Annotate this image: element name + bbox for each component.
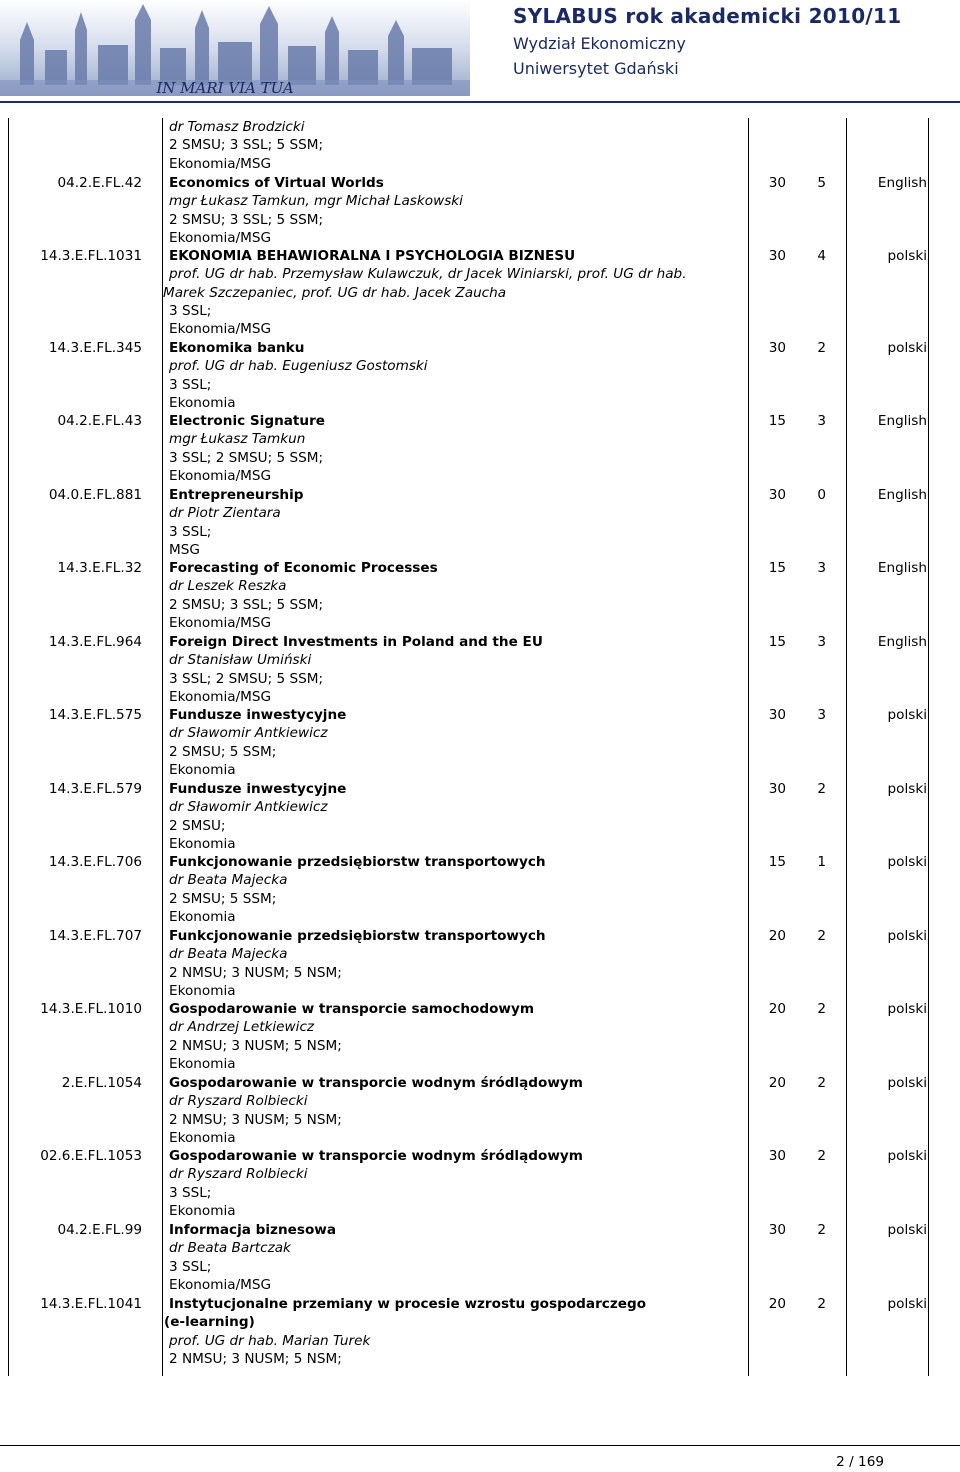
course-ects: 2 (817, 928, 826, 944)
course-language: polski (887, 1001, 927, 1017)
course-language: English (877, 487, 927, 503)
banner-motto: IN MARI VIA TUA (156, 79, 294, 96)
course-semesters: 2 NMSU; 3 NUSM; 5 NSM; (169, 1037, 342, 1054)
course-lecturer: dr Leszek Reszka (169, 578, 287, 595)
course-hours: 30 (768, 1222, 786, 1238)
course-ects: 2 (817, 340, 826, 356)
course-programme: Ekonomia/MSG (169, 1276, 272, 1293)
course-ects: 3 (817, 413, 826, 429)
page-header (0, 0, 960, 104)
course-ects: 2 (817, 1296, 826, 1312)
course-semesters: 3 SSL; 2 SMSU; 5 SSM; (169, 670, 324, 687)
course-semesters: 3 SSL; (169, 523, 212, 540)
course-lecturer-cont: Marek Szczepaniec, prof. UG dr hab. Jacek Zaucha (163, 284, 507, 301)
course-programme: Ekonomia (169, 761, 236, 778)
course-language: polski (887, 707, 927, 723)
course-hours: 15 (768, 854, 786, 870)
course-semesters: 2 SMSU; 3 SSL; 5 SSM; (169, 137, 324, 154)
course-lecturer: dr Andrzej Letkiewicz (169, 1019, 315, 1036)
course-code: 14.3.E.FL.964 (48, 634, 142, 650)
document-title: SYLABUS rok akademicki 2010/11 (513, 4, 902, 28)
course-semesters: 3 SSL; (169, 1184, 212, 1201)
course-lecturer: prof. UG dr hab. Przemysław Kulawczuk, dr Jacek Winiarski, prof. UG dr hab. (169, 266, 687, 283)
faculty-name: Wydział Ekonomiczny (513, 34, 686, 53)
course-hours: 30 (768, 340, 786, 356)
course-language: English (877, 560, 927, 576)
course-language: polski (887, 1148, 927, 1164)
course-ects: 4 (817, 248, 826, 264)
course-hours: 15 (768, 413, 786, 429)
course-title: Economics of Virtual Worlds (169, 175, 384, 191)
course-semesters: 2 NMSU; 3 NUSM; 5 NSM; (169, 1111, 342, 1128)
course-code: 2.E.FL.1054 (61, 1075, 142, 1091)
course-lecturer: prof. UG dr hab. Marian Turek (169, 1332, 371, 1349)
table-border-code (162, 118, 163, 1376)
course-ects: 2 (817, 1001, 826, 1017)
course-hours: 15 (768, 634, 786, 650)
course-code: 14.3.E.FL.579 (48, 781, 142, 797)
course-code: 04.0.E.FL.881 (48, 487, 142, 503)
course-title: Entrepreneurship (169, 487, 304, 503)
course-semesters: 3 SSL; (169, 1258, 212, 1275)
course-hours: 30 (768, 487, 786, 503)
course-language: English (877, 413, 927, 429)
course-language: polski (887, 1075, 927, 1091)
gdansk-skyline-banner (0, 0, 470, 96)
course-semesters: 2 SMSU; 3 SSL; 5 SSM; (169, 596, 324, 613)
course-ects: 1 (817, 854, 826, 870)
table-border-right (928, 118, 929, 1376)
course-title: Forecasting of Economic Processes (169, 560, 438, 576)
course-programme: Ekonomia/MSG (169, 321, 272, 338)
course-lecturer: dr Piotr Zientara (169, 505, 281, 522)
course-title: Foreign Direct Investments in Poland and the EU (169, 634, 543, 650)
course-title: Gospodarowanie w transporcie wodnym śródlądowym (169, 1075, 583, 1091)
course-hours: 30 (768, 248, 786, 264)
course-ects: 3 (817, 707, 826, 723)
course-programme: Ekonomia/MSG (169, 688, 272, 705)
course-semesters: 3 SSL; (169, 302, 212, 319)
course-ects: 0 (817, 487, 826, 503)
course-programme: Ekonomia/MSG (169, 467, 272, 484)
course-semesters: 2 NMSU; 3 NUSM; 5 NSM; (169, 964, 342, 981)
course-code: 14.3.E.FL.1031 (40, 248, 142, 264)
course-semesters: 2 SMSU; 5 SSM; (169, 890, 277, 907)
course-lecturer: dr Sławomir Antkiewicz (169, 725, 328, 742)
course-lecturer: dr Beata Majecka (169, 946, 288, 963)
course-ects: 2 (817, 781, 826, 797)
course-hours: 20 (768, 1296, 786, 1312)
table-border-hours (846, 118, 847, 1376)
course-title: Instytucjonalne przemiany w procesie wzrostu gospodarczego (169, 1296, 647, 1312)
course-language: polski (887, 1222, 927, 1238)
course-programme: Ekonomia (169, 394, 236, 411)
table-border-left (8, 118, 9, 1376)
course-semesters: 3 SSL; (169, 376, 212, 393)
course-ects: 2 (817, 1148, 826, 1164)
course-title: EKONOMIA BEHAWIORALNA I PSYCHOLOGIA BIZNESU (169, 248, 576, 264)
course-semesters: 2 SMSU; (169, 817, 226, 834)
course-semesters: 2 SMSU; 3 SSL; 5 SSM; (169, 211, 324, 228)
course-hours: 30 (768, 175, 786, 191)
course-hours: 30 (768, 781, 786, 797)
course-title-cont: (e-learning) (164, 1314, 255, 1331)
course-title: Gospodarowanie w transporcie samochodowym (169, 1001, 535, 1017)
course-programme: Ekonomia (169, 982, 236, 999)
course-code: 04.2.E.FL.42 (57, 175, 142, 191)
course-code: 14.3.E.FL.707 (48, 928, 142, 944)
course-ects: 2 (817, 1222, 826, 1238)
course-title: Fundusze inwestycyjne (169, 781, 347, 797)
course-title: Funkcjonowanie przedsiębiorstw transportowych (169, 854, 546, 870)
course-lecturer: dr Stanisław Umiński (169, 652, 312, 669)
course-ects: 3 (817, 560, 826, 576)
course-programme: Ekonomia/MSG (169, 155, 272, 172)
course-lecturer: mgr Łukasz Tamkun, mgr Michał Laskowski (169, 193, 463, 210)
course-language: polski (887, 1296, 927, 1312)
course-hours: 30 (768, 1148, 786, 1164)
course-title: Ekonomika banku (169, 340, 305, 356)
footer-rule (0, 1445, 960, 1446)
course-title: Electronic Signature (169, 413, 326, 429)
header-rule (0, 101, 960, 103)
course-title: Funkcjonowanie przedsiębiorstw transportowych (169, 928, 546, 944)
course-semesters: 2 NMSU; 3 NUSM; 5 NSM; (169, 1350, 342, 1367)
course-programme: MSG (169, 541, 200, 558)
course-lecturer: dr Sławomir Antkiewicz (169, 799, 328, 816)
course-code: 14.3.E.FL.706 (48, 854, 142, 870)
course-title: Fundusze inwestycyjne (169, 707, 347, 723)
course-code: 14.3.E.FL.1041 (40, 1296, 142, 1312)
course-programme: Ekonomia (169, 908, 236, 925)
course-lecturer: dr Tomasz Brodzicki (169, 119, 305, 135)
course-language: polski (887, 340, 927, 356)
course-hours: 20 (768, 1075, 786, 1091)
course-semesters: 2 SMSU; 5 SSM; (169, 743, 277, 760)
course-code: 14.3.E.FL.32 (57, 560, 142, 576)
course-hours: 15 (768, 560, 786, 576)
course-lecturer: mgr Łukasz Tamkun (169, 431, 306, 448)
course-programme: Ekonomia (169, 835, 236, 852)
course-language: polski (887, 248, 927, 264)
course-hours: 20 (768, 928, 786, 944)
course-code: 04.2.E.FL.99 (57, 1222, 142, 1238)
course-title: Informacja biznesowa (169, 1222, 337, 1238)
course-language: English (877, 175, 927, 191)
course-ects: 5 (817, 175, 826, 191)
course-hours: 20 (768, 1001, 786, 1017)
course-programme: Ekonomia/MSG (169, 229, 272, 246)
course-programme: Ekonomia/MSG (169, 614, 272, 631)
course-language: polski (887, 928, 927, 944)
course-lecturer: dr Ryszard Rolbiecki (169, 1093, 308, 1110)
course-lecturer: dr Beata Bartczak (169, 1240, 291, 1257)
course-lecturer: prof. UG dr hab. Eugeniusz Gostomski (169, 358, 428, 375)
course-code: 04.2.E.FL.43 (57, 413, 142, 429)
course-programme: Ekonomia (169, 1129, 236, 1146)
course-code: 02.6.E.FL.1053 (40, 1148, 142, 1164)
course-hours: 30 (768, 707, 786, 723)
course-programme: Ekonomia (169, 1055, 236, 1072)
course-code: 14.3.E.FL.345 (48, 340, 142, 356)
course-programme: Ekonomia (169, 1202, 236, 1219)
course-ects: 2 (817, 1075, 826, 1091)
course-code: 14.3.E.FL.575 (48, 707, 142, 723)
course-lecturer: dr Ryszard Rolbiecki (169, 1166, 308, 1183)
course-language: English (877, 634, 927, 650)
university-name: Uniwersytet Gdański (513, 59, 679, 78)
course-title: Gospodarowanie w transporcie wodnym śródlądowym (169, 1148, 583, 1164)
course-language: polski (887, 781, 927, 797)
course-code: 14.3.E.FL.1010 (40, 1001, 142, 1017)
course-language: polski (887, 854, 927, 870)
course-semesters: 3 SSL; 2 SMSU; 5 SSM; (169, 449, 324, 466)
course-lecturer: dr Beata Majecka (169, 872, 288, 889)
course-ects: 3 (817, 634, 826, 650)
page-number: 2 / 169 (836, 1454, 884, 1470)
